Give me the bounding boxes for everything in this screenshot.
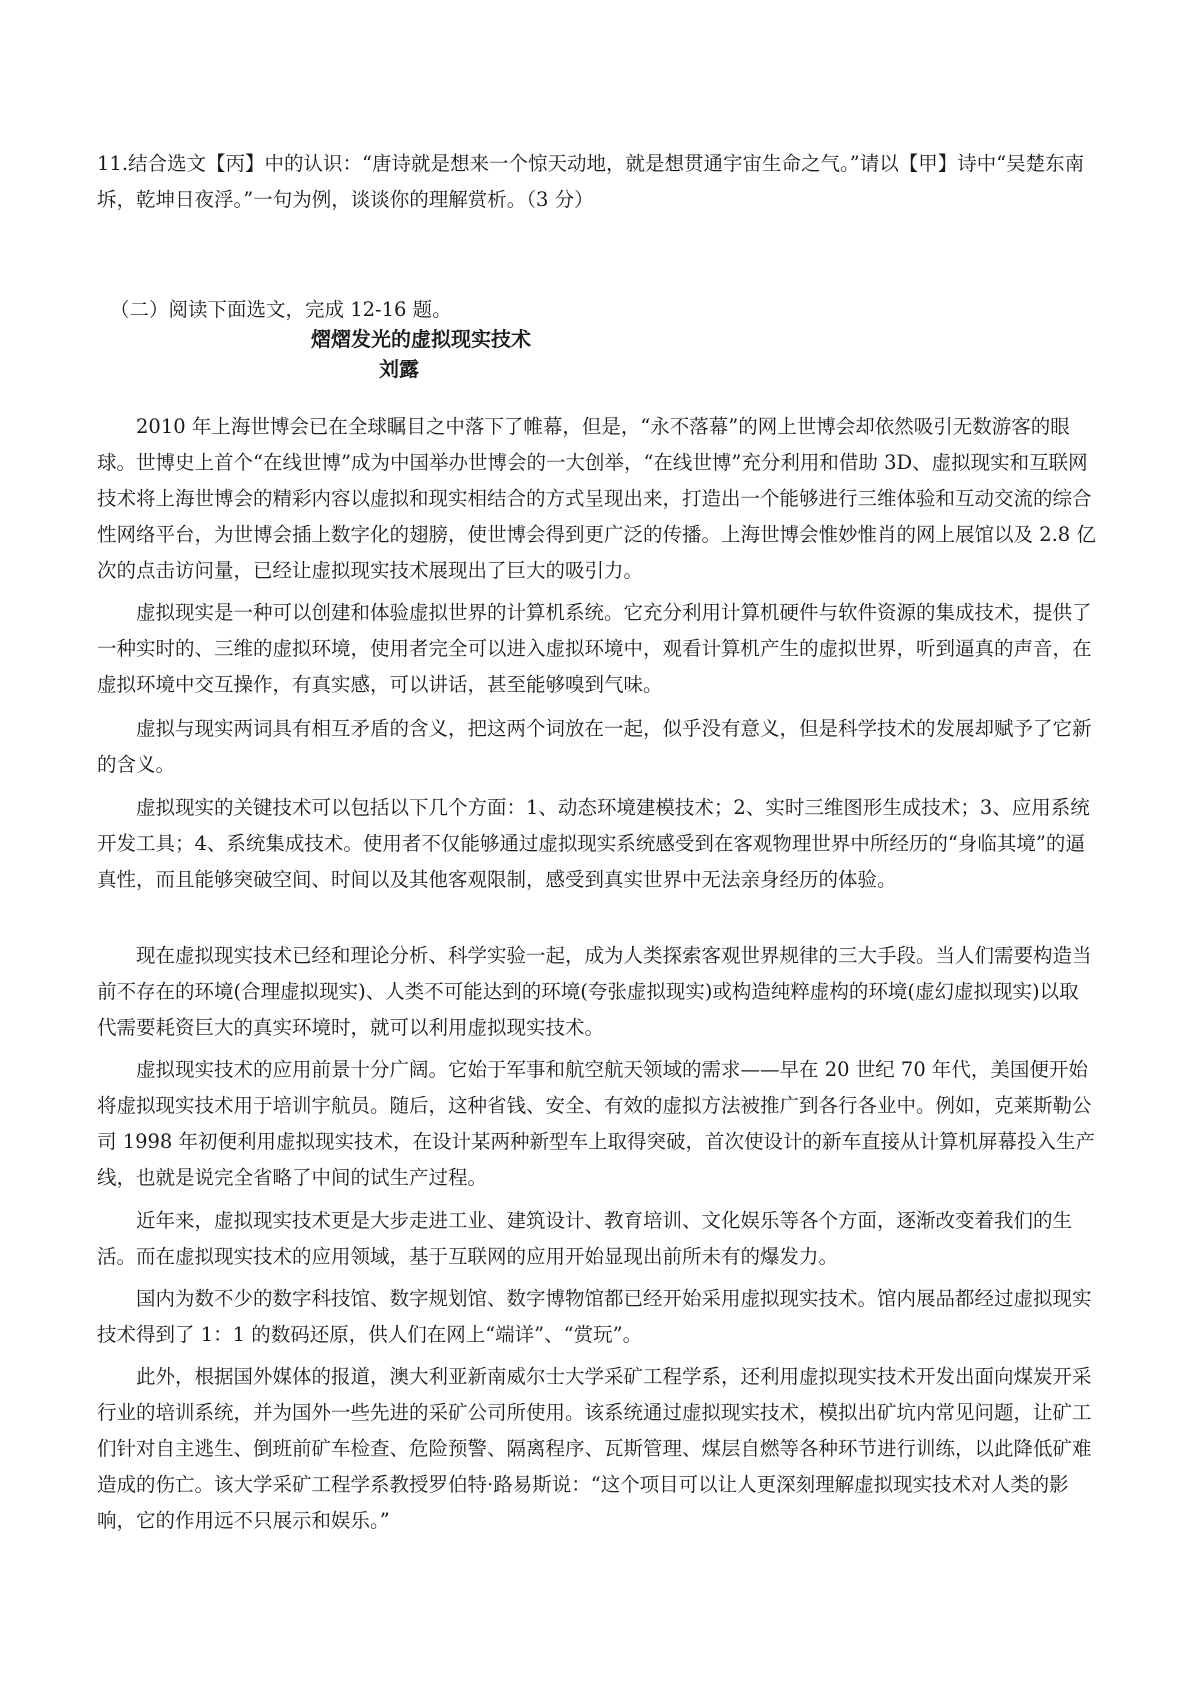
- article-paragraph: 虚拟与现实两词具有相互矛盾的含义，把这两个词放在一起，似乎没有意义，但是科学技术的发展却赋予了它新的含义。: [97, 717, 1092, 776]
- article-paragraph: 现在虚拟现实技术已经和理论分析、科学实验一起，成为人类探索客观世界规律的三大手段。当人们需要构造当前不存在的环境(合理虚拟现实)、人类不可能达到的环境(夸张虚拟现实)或构造纯粹虚构的环境(虚幻虚拟现实)以取代需要耗资巨大的真实环境时，就可以利用虚拟现实技术。: [97, 944, 1092, 1039]
- question-11: 11.结合选文【丙】中的认识：“唐诗就是想来一个惊天动地，就是想贯通宇宙生命之气。”请以【甲】诗中“吴楚东南坼，乾坤日夜浮。”一句为例，谈谈你的理解赏析。（3 分）: [97, 152, 1085, 211]
- article-paragraph: 虚拟现实是一种可以创建和体验虚拟世界的计算机系统。它充分利用计算机硬件与软件资源的集成技术，提供了一种实时的、三维的虚拟环境，使用者完全可以进入虚拟环境中，观看计算机产生的虚拟世界，听到逼真的声音，在虚拟环境中交互操作，有真实感，可以讲话，甚至能够嗅到气味。: [97, 601, 1092, 696]
- article-paragraph: 虚拟现实的关键技术可以包括以下几个方面：1、动态环境建模技术；2、实时三维图形生成技术；3、应用系统开发工具；4、系统集成技术。使用者不仅能够通过虚拟现实系统感受到在客观物理世界中所经历的“身临其境”的逼真性，而且能够突破空间、时间以及其他客观限制，感受到真实世界中无法亲身经历的体验。: [97, 796, 1090, 891]
- article-paragraph: 此外，根据国外媒体的报道，澳大利亚新南威尔士大学采矿工程学系，还利用虚拟现实技术开发出面向煤炭开采行业的培训系统，并为国外一些先进的采矿公司所使用。该系统通过虚拟现实技术，模拟出矿坑内常见问题，让矿工们针对自主逃生、倒班前矿车检查、危险预警、隔离程序、瓦斯管理、煤层自燃等各种环节进行训练，以此降低矿难造成的伤亡。该大学采矿工程学系教授罗伯特·路易斯说：“这个项目可以让人更深刻理解虚拟现实技术对人类的影响，它的作用远不只展示和娱乐。”: [97, 1365, 1092, 1532]
- article-paragraph: 近年来，虚拟现实技术更是大步走进工业、建筑设计、教育培训、文化娱乐等各个方面，逐渐改变着我们的生活。而在虚拟现实技术的应用领域，基于互联网的应用开始显现出前所未有的爆发力。: [97, 1209, 1073, 1268]
- article-author: 刘露: [379, 357, 419, 381]
- article-paragraph: 虚拟现实技术的应用前景十分广阔。它始于军事和航空航天领域的需求——早在 20 世纪 70 年代，美国便开始将虚拟现实技术用于培训宇航员。随后，这种省钱、安全、有效的虚拟方法被推广到各行各业中。例如，克莱斯勒公司 1998 年初便利用虚拟现实技术，在设计某两种新型车上取得突破，首次使设计的新车直接从计算机屏幕投入生产线，也就是说完全省略了中间的试生产过程。: [97, 1058, 1096, 1189]
- article-paragraph: 2010 年上海世博会已在全球瞩目之中落下了帷幕，但是，“永不落幕”的网上世博会却依然吸引无数游客的眼球。世博史上首个“在线世博”成为中国举办世博会的一大创举，“在线世博”充分利用和借助 3D、虚拟现实和互联网技术将上海世博会的精彩内容以虚拟和现实相结合的方式呈现出来，打造出一个能够进行三维体验和互动交流的综合性网络平台，为世博会插上数字化的翅膀，使世博会得到更广泛的传播。上海世博会惟妙惟肖的网上展馆以及 2.8 亿次的点击访问量，已经让虚拟现实技术展现出了巨大的吸引力。: [97, 415, 1096, 582]
- article-paragraph: 国内为数不少的数字科技馆、数字规划馆、数字博物馆都已经开始采用虚拟现实技术。馆内展品都经过虚拟现实技术得到了 1：1 的数码还原，供人们在网上“端详”、“赏玩”。: [97, 1287, 1092, 1346]
- section-intro: （二）阅读下面选文，完成 12-16 题。: [110, 298, 452, 321]
- article-title: 熠熠发光的虚拟现实技术: [311, 327, 531, 351]
